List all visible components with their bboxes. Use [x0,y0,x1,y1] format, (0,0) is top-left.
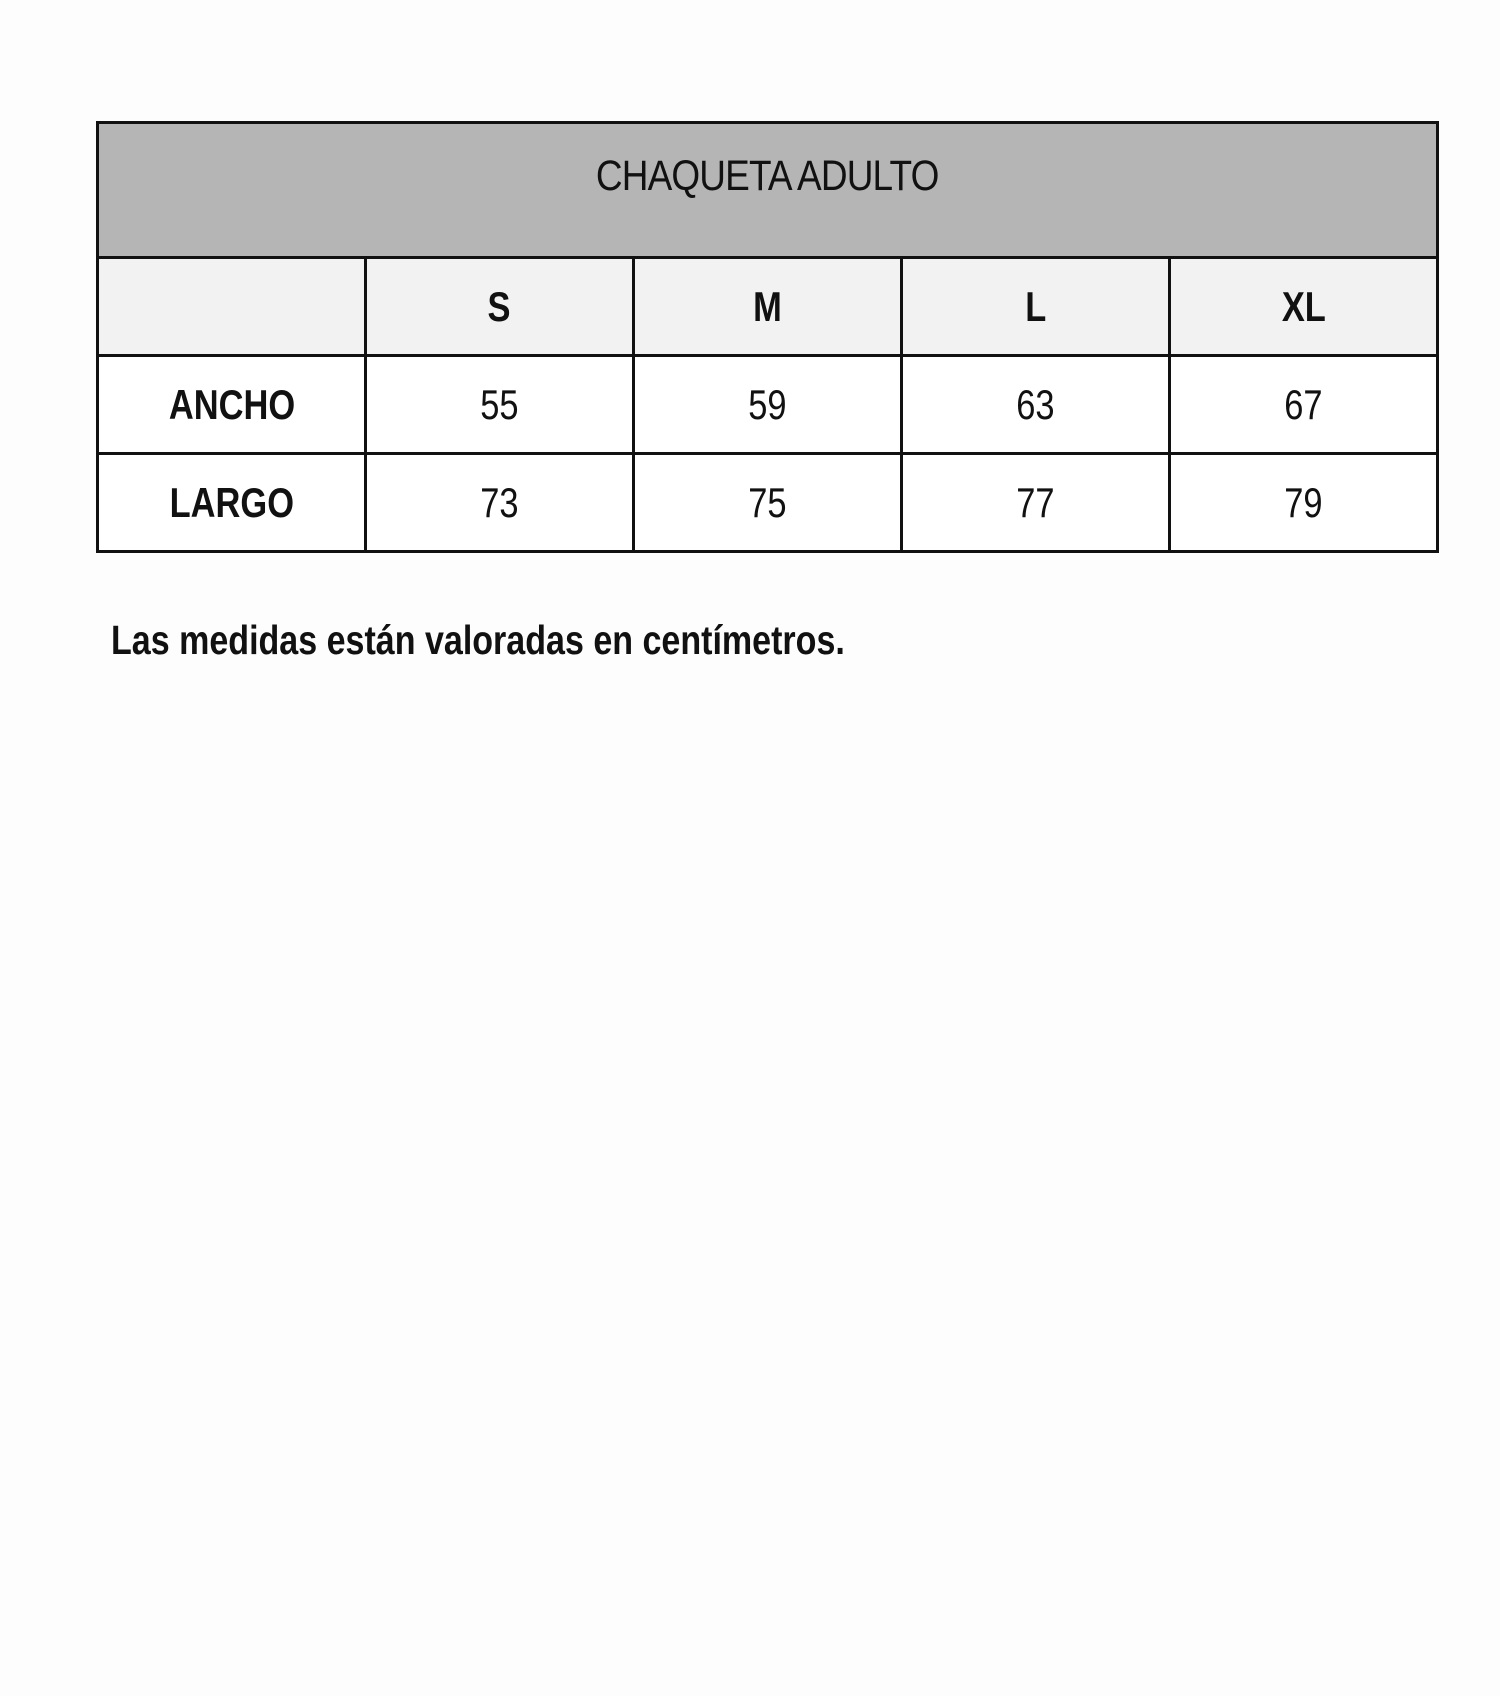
measurement-note: Las medidas están valoradas en centímetros. [111,617,845,663]
row-label-largo: LARGO [98,454,366,552]
size-header-row [98,258,1438,356]
row-label-ancho: ANCHO [98,356,366,454]
value-ancho-m: 59 [634,356,902,454]
value-largo-xl: 79 [1170,454,1438,552]
value-ancho-xl: 67 [1170,356,1438,454]
value-ancho-s: 55 [366,356,634,454]
size-header-s: S [366,258,634,356]
value-largo-m: 75 [634,454,902,552]
table-title-row [98,123,1438,258]
table-title [98,123,1438,258]
size-header-m: M [634,258,902,356]
value-ancho-l: 63 [902,356,1170,454]
value-largo-s: 73 [366,454,634,552]
size-header-l: L [902,258,1170,356]
table-row-largo [98,454,1438,552]
table-row-ancho [98,356,1438,454]
value-largo-l: 77 [902,454,1170,552]
size-header-xl: XL [1170,258,1438,356]
size-chart-table [96,121,1439,553]
table-title-text: CHAQUETA ADULTO [596,151,939,200]
corner-cell [98,258,366,356]
